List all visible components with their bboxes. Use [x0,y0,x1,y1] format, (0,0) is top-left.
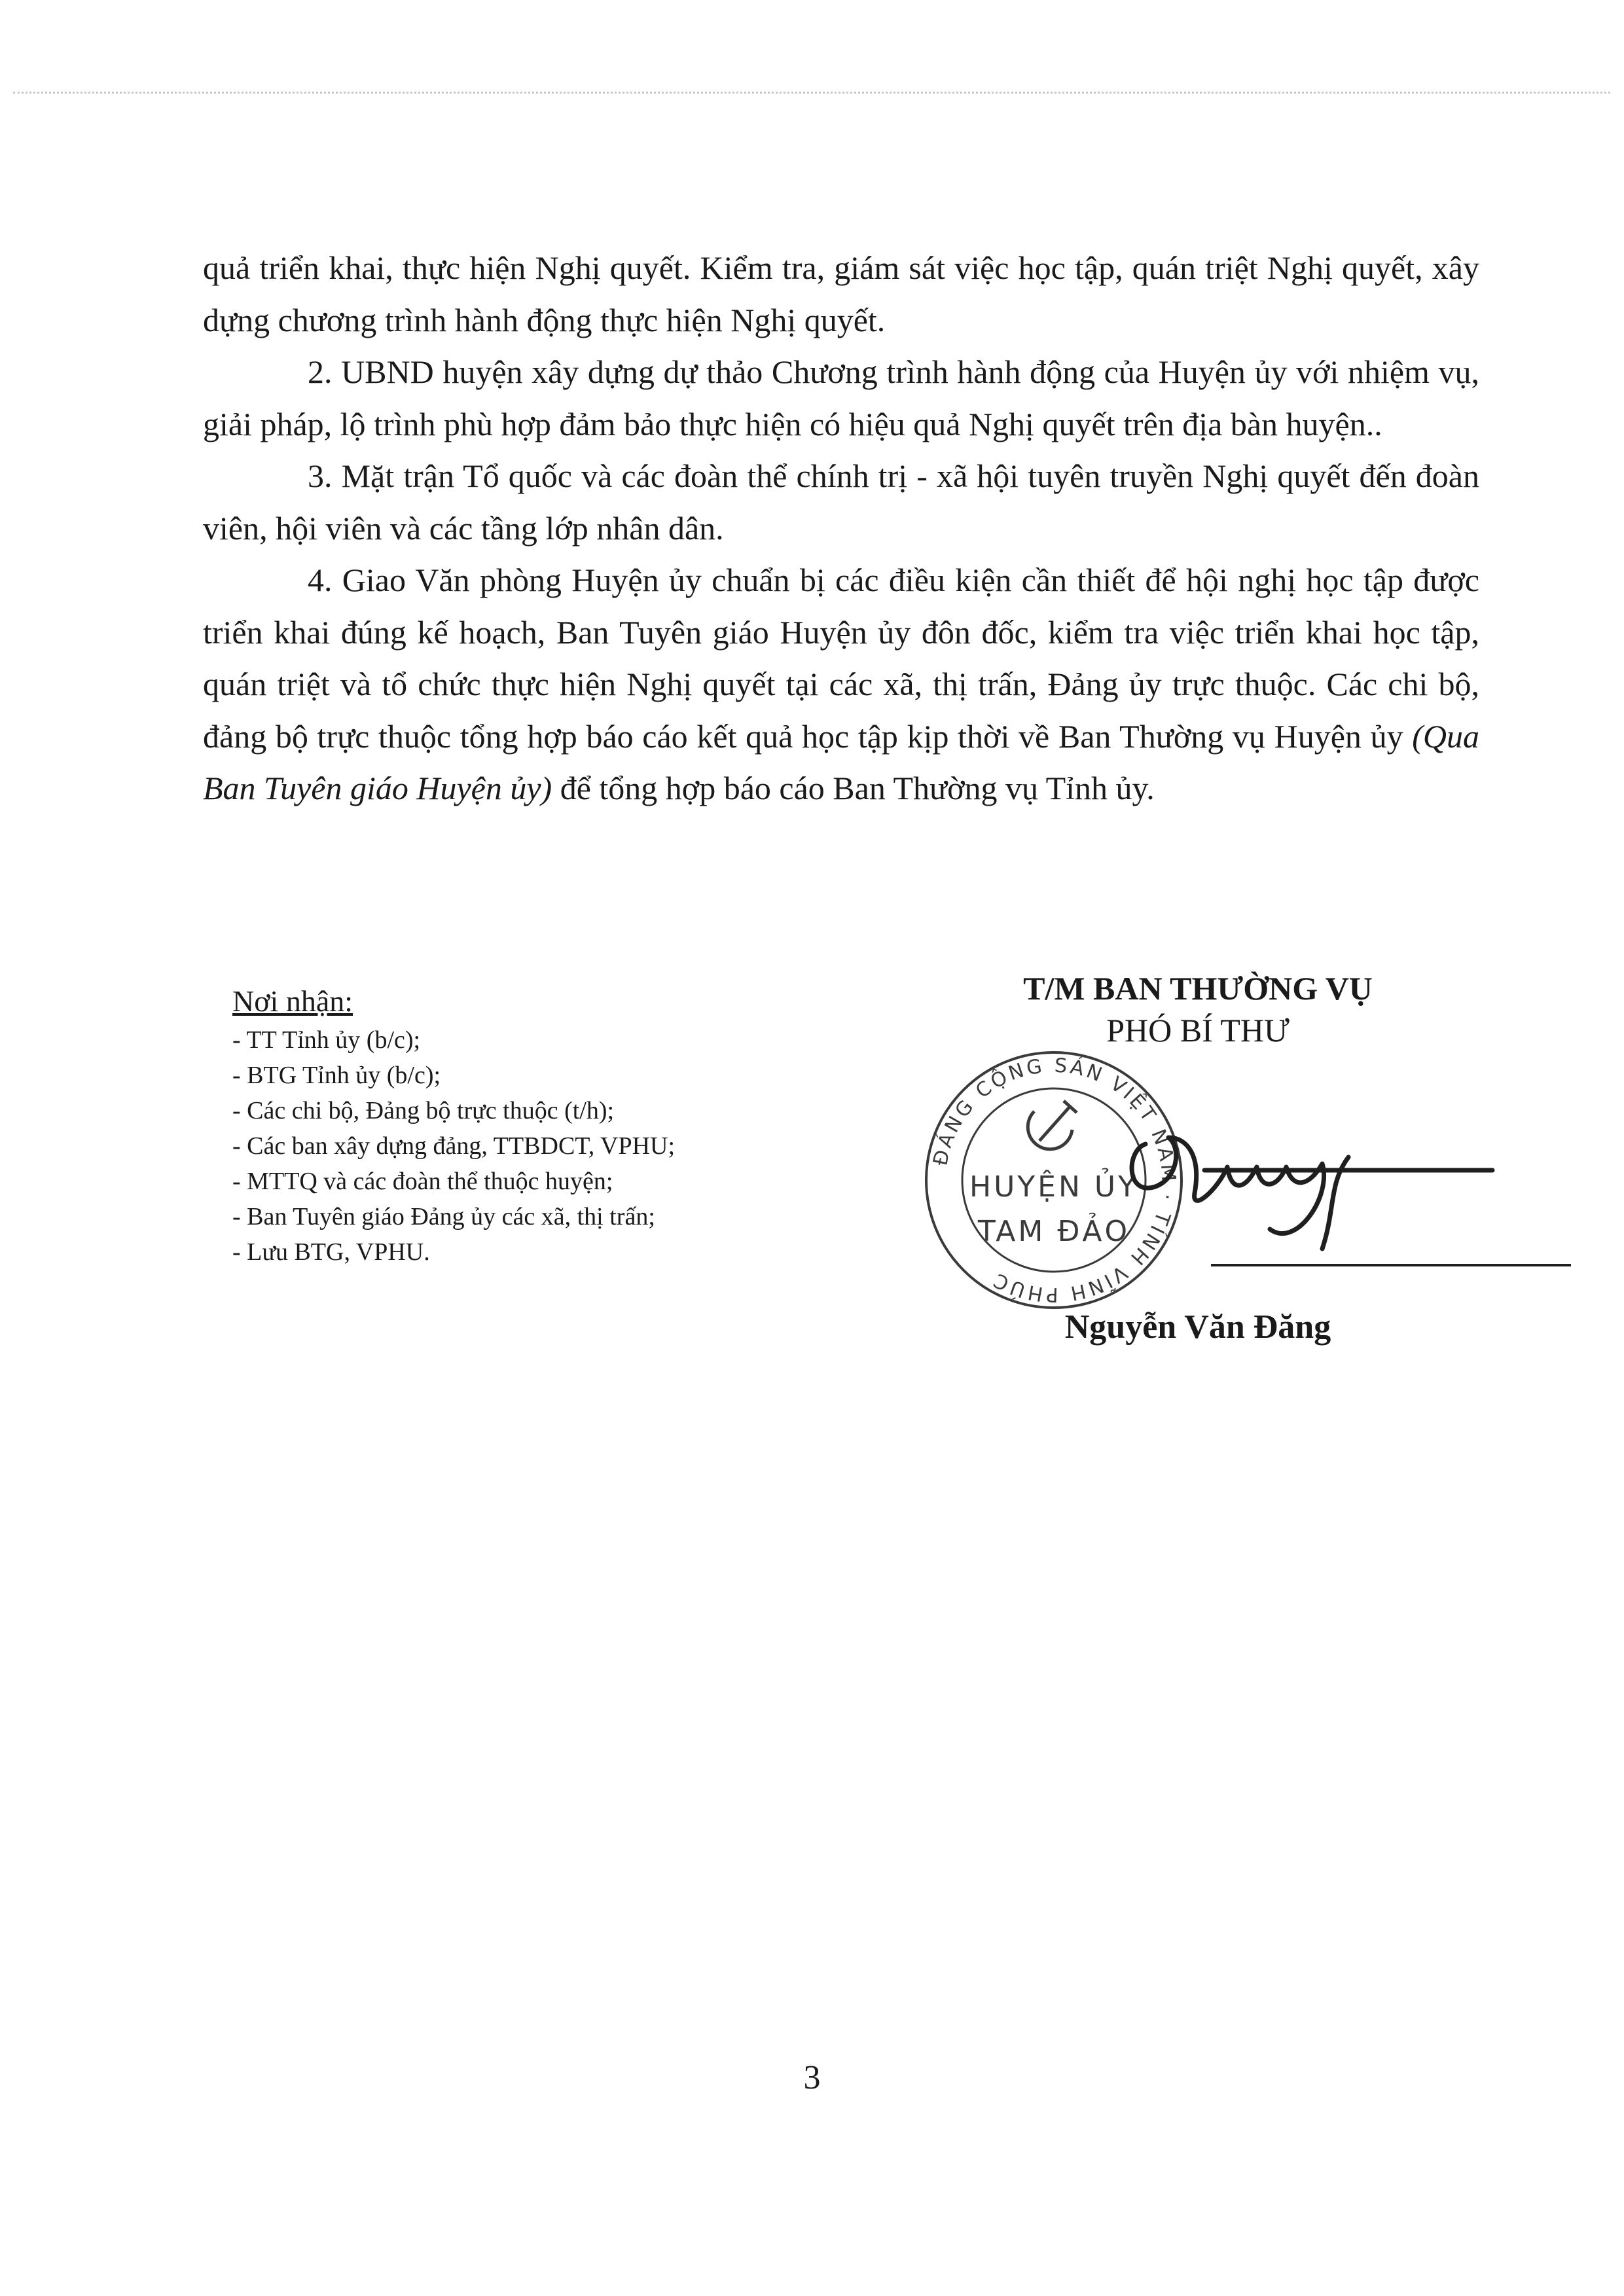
paragraph-item-4-part-b: để tổng hợp báo cáo Ban Thường vụ Tỉnh ủy. [552,770,1155,806]
handwritten-signature [1132,1138,1492,1249]
seal-icon [926,1052,1182,1308]
recipients-block [232,982,887,1270]
recipient-item: - Lưu BTG, VPHU. [232,1238,430,1266]
recipient-item: - TT Tỉnh ủy (b/c); [232,1026,421,1054]
scan-edge-artifact [13,92,1610,94]
paragraph-item-4-part-a: 4. Giao Văn phòng Huyện ủy chuẩn bị các điều kiện cần thiết để hội nghị học tập được triển khai đúng kế hoạch, Ban Tuyên giáo Huyện ủy đôn đốc, kiểm tra việc triển khai học tập, quán triệt và tổ chức thực hiện Nghị quyết tại các xã, thị trấn, Đảng ủy trực thuộc. Các chi bộ, đảng bộ trực thuộc tổng hợp báo cáo kết quả học tập kịp thời về Ban Thường vụ Huyện ủy [203,562,1479,755]
official-seal-and-signature [929,1033,1571,1321]
paragraph-item-4-italic: (Qua Ban Tuyên giáo Huyện ủy) [203,717,1479,806]
page-number: 3 [803,2059,821,2096]
recipients-list [232,1022,887,1270]
paragraph-item-3: 3. Mặt trận Tổ quốc và các đoàn thể chính trị - xã hội tuyên truyền Nghị quyết đến đoàn viên, hội viên và các tầng lớp nhân dân. [203,457,1479,547]
seal-center-line2: TAM ĐẢO [977,1215,1130,1248]
seal-ring-text: ĐẢNG CỘNG SẢN VIỆT NAM · TỈNH VĨNH PHÚC [929,1054,1180,1306]
hammer-sickle-icon [1028,1101,1077,1149]
recipient-item: - BTG Tỉnh ủy (b/c); [232,1062,441,1089]
recipient-item: - Các chi bộ, Đảng bộ trực thuộc (t/h); [232,1097,615,1124]
recipient-item: - Ban Tuyên giáo Đảng ủy các xã, thị trấn; [232,1203,655,1230]
signer-name: Nguyễn Văn Đăng [1064,1308,1331,1346]
signature-block [929,967,1466,1373]
signature-subtitle: PHÓ BÍ THƯ [1106,1012,1290,1049]
recipient-item: - Các ban xây dựng đảng, TTBDCT, VPHU; [232,1132,676,1160]
body-text [203,242,1479,815]
paragraph-item-2: 2. UBND huyện xây dựng dự thảo Chương trình hành động của Huyện ủy với nhiệm vụ, giải pháp, lộ trình phù hợp đảm bảo thực hiện có hiệu quả Nghị quyết trên địa bàn huyện.. [203,353,1479,442]
recipients-heading: Nơi nhận: [232,984,353,1018]
paragraph-continuation: quả triển khai, thực hiện Nghị quyết. Kiểm tra, giám sát việc học tập, quán triệt Nghị quyết, xây dựng chương trình hành động thực hiện Nghị quyết. [203,249,1479,338]
seal-center-line1: HUYỆN ỦY [969,1170,1138,1204]
recipient-item: - MTTQ và các đoàn thể thuộc huyện; [232,1168,613,1195]
paragraph-item-4 [203,554,1479,815]
signature-title: T/M BAN THƯỜNG VỤ [1023,970,1373,1007]
